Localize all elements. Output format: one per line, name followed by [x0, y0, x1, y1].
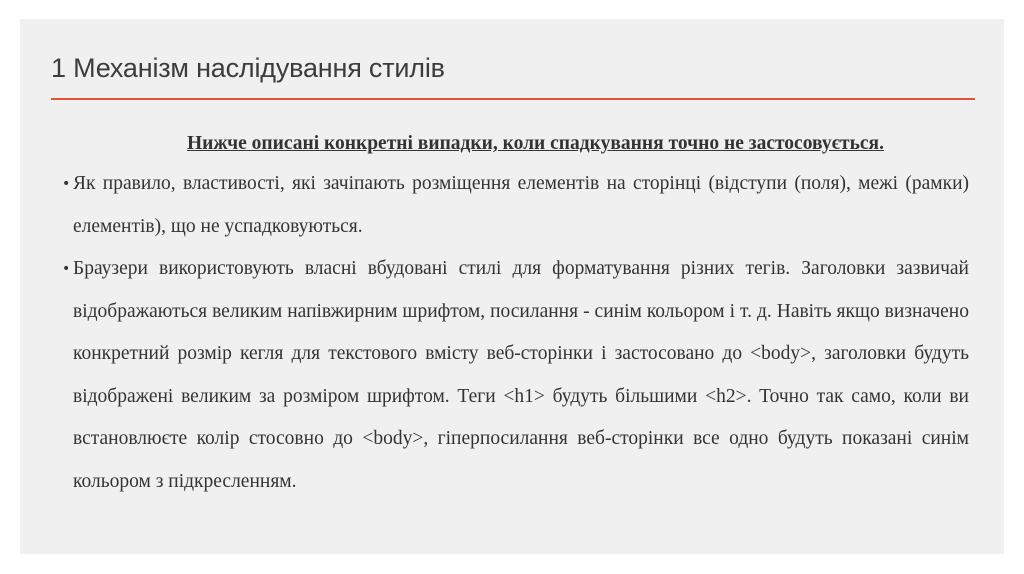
slide — [20, 19, 1004, 554]
bullet-icon: • — [62, 176, 71, 192]
bullet-icon: • — [62, 261, 71, 277]
slide-body — [62, 129, 969, 503]
bullet-text: Браузери використовують власні вбудовані стилі для форматування різних тегів. Заголовки зазвичай відображаються великим напівжирним шрифтом, посилання - синім кольором і т. д. Навіть якщо визначено конкретний розмір кегля для текстового вмісту веб-сторінки і застосовано до <body>, заголовки будуть відображені великим за розміром шрифтом. Теги <h1> будуть більшими <h2>. Точно так само, коли ви встановлюєте колір стосовно до <body>, гіперпосилання веб-сторінки все одно будуть показані синім кольором з підкресленням. — [73, 258, 969, 492]
slide-content-area — [20, 19, 1004, 554]
bullet-text: Як правило, властивості, які зачіпають розміщення елементів на сторінці (відступи (поля), межі (рамки) елементів), що не успадковуються. — [73, 173, 969, 237]
bullet-item — [62, 163, 969, 248]
bullet-item — [62, 248, 969, 503]
slide-title: 1 Механізм наслідування стилів — [51, 53, 445, 83]
section-heading: Нижче описані конкретні випадки, коли спадкування точно не застосовується. — [187, 133, 884, 154]
title-divider — [51, 98, 975, 100]
